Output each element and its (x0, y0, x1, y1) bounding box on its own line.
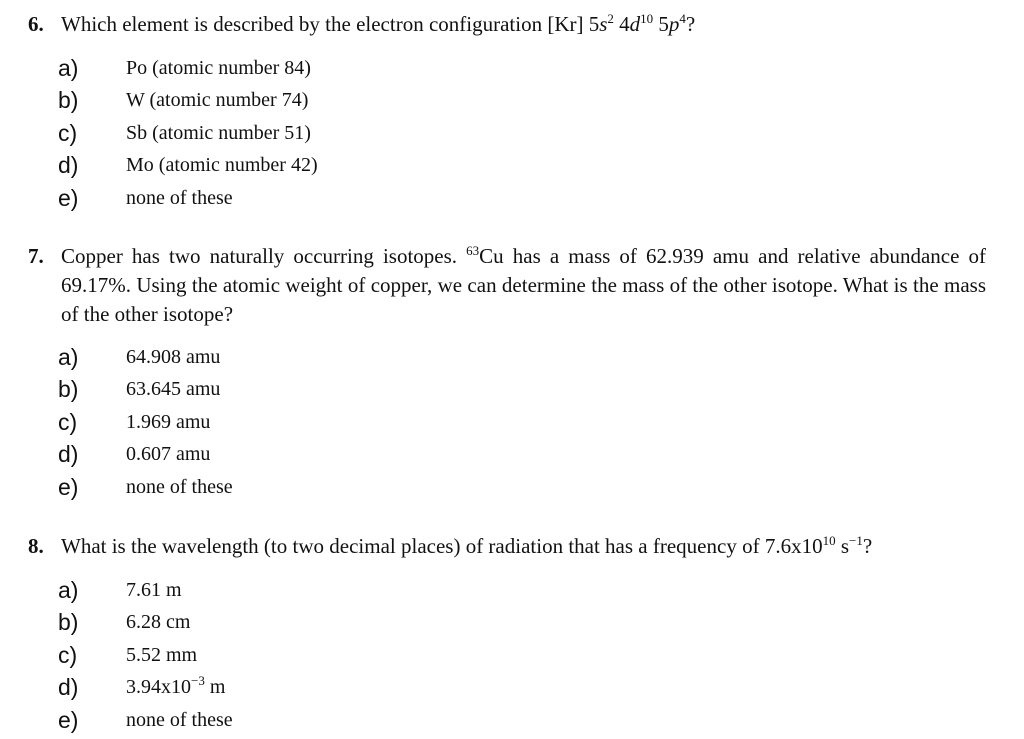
option-letter: d) (58, 441, 79, 467)
option-letter: c) (58, 642, 78, 668)
option-letter: c) (58, 120, 78, 146)
answer-option (0, 85, 600, 117)
answer-option (0, 118, 600, 150)
option-letter: b) (58, 376, 79, 402)
answer-option (0, 374, 600, 406)
answer-option (0, 640, 600, 672)
option-text: 5.52 mm (126, 644, 198, 666)
option-text: W (atomic number 74) (126, 89, 309, 111)
question-number: 8. (28, 534, 44, 558)
option-text: $3.94x10^{-3}$ m (126, 673, 226, 698)
question-text: Copper has two naturally occurring isotopes. $^{63}$Cu has a mass of 62.939 amu and relative abundance of 69.17%. Using the atomic weight of copper, we can determine the mass of the other isotope. What is the mass of the other isotope? (61, 243, 987, 326)
option-text: 0.607 amu (126, 443, 211, 465)
option-letter: d) (58, 152, 79, 178)
answer-option (0, 607, 600, 639)
option-letter: e) (58, 185, 79, 211)
question-text: What is the wavelength (to two decimal places) of radiation that has a frequency of $7.6x10^{10}$ $s^{-1}$? (61, 533, 873, 558)
answer-option (0, 183, 600, 215)
option-text: none of these (126, 709, 233, 731)
option-text: 1.969 amu (126, 411, 211, 433)
option-text: 63.645 amu (126, 378, 221, 400)
answer-option (0, 407, 600, 439)
option-letter: e) (58, 707, 79, 733)
answer-option (0, 342, 600, 374)
answer-option (0, 439, 600, 471)
option-text: none of these (126, 187, 233, 209)
answer-option (0, 53, 600, 85)
question-number: 6. (28, 12, 44, 36)
option-letter: e) (58, 474, 79, 500)
option-text: none of these (126, 476, 233, 498)
option-letter: b) (58, 87, 79, 113)
option-text: Po (atomic number 84) (126, 57, 311, 79)
answer-option (0, 705, 600, 737)
option-letter: a) (58, 577, 79, 603)
option-text: Mo (atomic number 42) (126, 154, 318, 176)
question-text: Which element is described by the electron configuration [Kr] $5s^2$ $4d^{10}$ $5p^4$? (61, 11, 696, 36)
option-text: 64.908 amu (126, 346, 221, 368)
answer-option (0, 575, 600, 607)
option-letter: a) (58, 55, 79, 81)
answer-option (0, 150, 600, 182)
option-text: Sb (atomic number 51) (126, 122, 311, 144)
answer-option (0, 672, 600, 704)
option-letter: d) (58, 674, 79, 700)
option-text: 6.28 cm (126, 611, 191, 633)
option-letter: b) (58, 609, 79, 635)
option-letter: c) (58, 409, 78, 435)
question-number: 7. (28, 244, 44, 268)
option-letter: a) (58, 344, 79, 370)
answer-option (0, 472, 600, 504)
option-text: 7.61 m (126, 579, 182, 601)
